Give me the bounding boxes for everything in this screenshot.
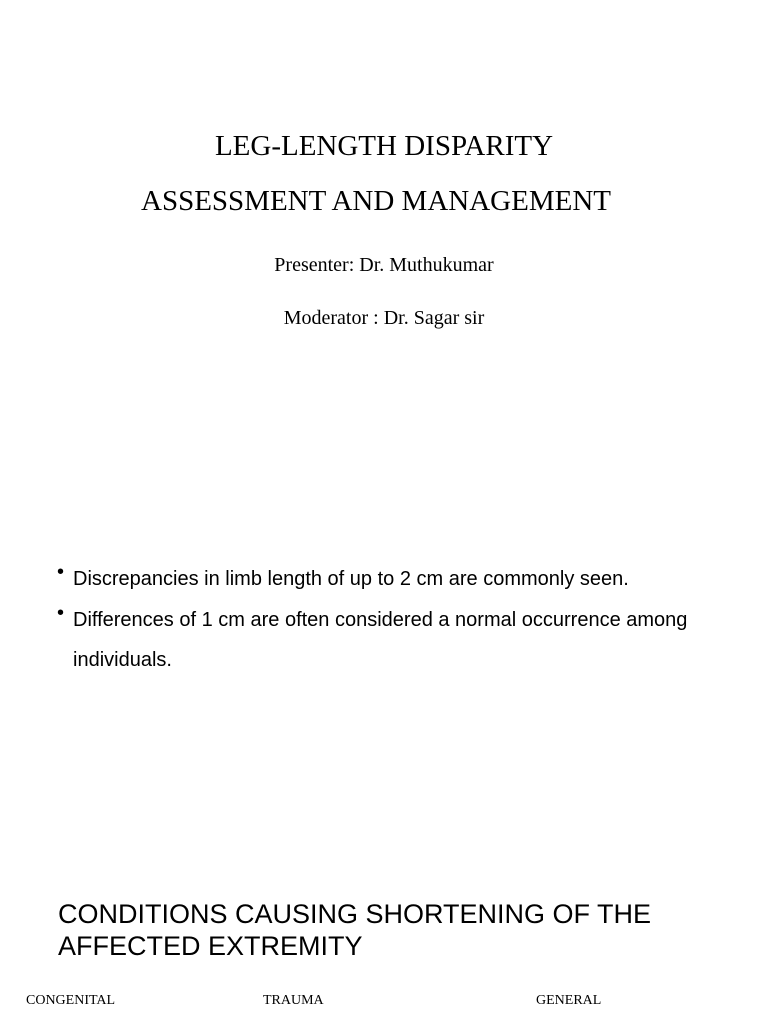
moderator-line: Moderator : Dr. Sagar sir — [283, 307, 485, 329]
bullet-text: Discrepancies in limb length of up to 2 cm are commonly seen. — [73, 568, 629, 590]
column-header-congenital: CONGENITAL — [26, 993, 116, 1008]
column-header-trauma: TRAUMA — [263, 993, 324, 1008]
list-item — [57, 600, 717, 680]
column-header-general: GENERAL — [536, 993, 602, 1008]
bullet-marker: • — [57, 561, 65, 583]
title-line-1: LEG-LENGTH DISPARITY — [214, 130, 554, 162]
list-item — [57, 559, 717, 599]
section-heading: CONDITIONS CAUSING SHORTENING OF THE AFFECTED EXTREMITY — [58, 899, 652, 961]
bullet-text: Differences of 1 cm are often considered a normal occurrence among individuals. — [73, 609, 688, 671]
bullet-list — [57, 561, 717, 688]
bullet-marker: • — [57, 602, 65, 624]
title-line-2: ASSESSMENT AND MANAGEMENT — [141, 185, 611, 217]
presenter-line: Presenter: Dr. Muthukumar — [274, 254, 494, 276]
